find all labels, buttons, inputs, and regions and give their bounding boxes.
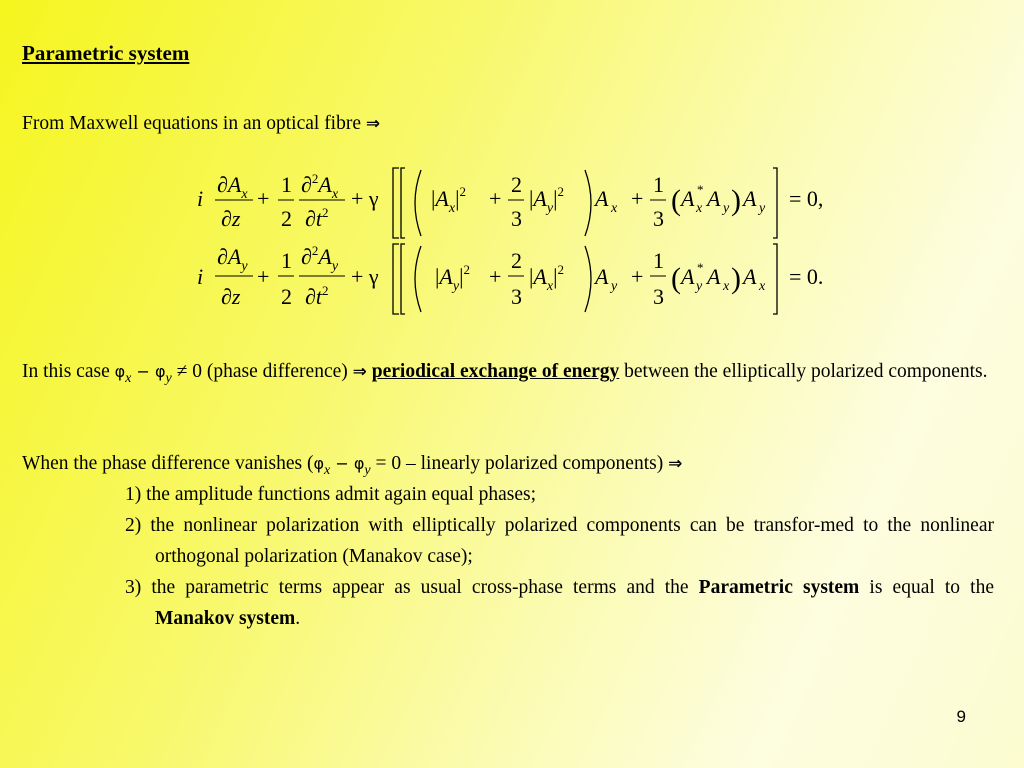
paragraph-phase-difference — [22, 356, 994, 394]
svg-text:∂Ax: $\partial A_x$ — [217, 172, 248, 202]
item3-prefix: 3) the parametric terms appear as usual cross-phase terms and the — [125, 577, 689, 598]
phi-y-symbol-icon: φ — [353, 454, 365, 473]
svg-text:A: A — [595, 186, 609, 211]
svg-text:): ) — [731, 184, 741, 217]
svg-text:y: y — [723, 201, 730, 216]
svg-text:3: 3 — [511, 284, 522, 309]
equation-2-end: = 0. — [789, 264, 824, 289]
coupled-equations — [193, 158, 843, 318]
para2-prefix: When the phase difference vanishes ( — [22, 453, 314, 474]
svg-text:y: y — [759, 201, 766, 216]
svg-text:x: x — [723, 279, 730, 294]
sub-x: x — [324, 463, 331, 478]
equation-2 — [197, 243, 823, 314]
svg-text:+: + — [631, 264, 644, 289]
sub-y: y — [364, 463, 371, 478]
svg-text:|Ax|2: $|A_x|^2$ — [431, 184, 466, 216]
svg-text:|Ay|2: $|A_y|^2$ — [435, 262, 470, 294]
svg-text:+: + — [489, 264, 502, 289]
para1-highlight: periodical exchange of energy — [371, 361, 620, 382]
intro-line — [22, 109, 380, 139]
svg-text:2: 2 — [511, 172, 522, 197]
svg-text:): ) — [731, 262, 741, 295]
equation-1 — [197, 168, 823, 238]
svg-text:A: A — [681, 186, 695, 211]
item3-end: . — [295, 608, 301, 629]
svg-text:3: 3 — [511, 206, 522, 231]
page-number: 9 — [956, 707, 966, 726]
svg-text:∂2Ax: $\partial^2A_x$ — [301, 171, 339, 202]
slide-title: Parametric system — [22, 41, 190, 65]
svg-text:A: A — [743, 264, 757, 289]
svg-text:*: * — [697, 182, 704, 197]
svg-text:∂t2: $\partial t^2$ — [305, 283, 329, 309]
svg-text:A: A — [595, 264, 609, 289]
svg-text:y: y — [696, 279, 703, 294]
svg-text:A: A — [707, 264, 721, 289]
item3-bold-parametric: Parametric system — [698, 577, 860, 598]
svg-text:+: + — [489, 186, 502, 211]
svg-text:|Ay|2: $|A_y|^2$ — [529, 184, 564, 216]
para1-condition: ≠ 0 (phase difference) — [176, 361, 348, 382]
item3-bold-manakov: Manakov system — [155, 608, 296, 629]
svg-text:1: 1 — [653, 248, 664, 273]
phi-x-symbol-icon: φ — [313, 454, 325, 473]
list-item — [125, 572, 994, 634]
svg-text:(: ( — [671, 184, 681, 217]
svg-text:1: 1 — [653, 172, 664, 197]
svg-text:i: i — [197, 186, 204, 211]
list-item: 2) the nonlinear polarization with elliptically polarized components can be transfor-med to the nonlinear orthogonal polarization (Manakov case); — [125, 515, 994, 567]
svg-text:3: 3 — [653, 206, 664, 231]
svg-text:(: ( — [671, 262, 681, 295]
para2-condition: = 0 – linearly polarized components) — [375, 453, 664, 474]
svg-text:x: x — [611, 201, 618, 216]
svg-text:1: 1 — [281, 248, 292, 273]
phi-y-symbol-icon: φ — [154, 362, 166, 381]
svg-text:∂2Ay: $\partial^2A_y$ — [301, 243, 339, 274]
svg-text:x: x — [759, 279, 766, 294]
svg-text:+ γ: + γ — [351, 264, 379, 289]
implies-arrow-icon: ⇒ — [365, 114, 381, 134]
list-item: 1) the amplitude functions admit again equal phases; — [125, 484, 537, 505]
svg-text:i: i — [197, 264, 204, 289]
svg-text:y: y — [611, 279, 618, 294]
svg-text:∂t2: $\partial t^2$ — [305, 205, 329, 231]
phi-x-symbol-icon: φ — [114, 362, 126, 381]
svg-text:∂z: ∂z — [221, 206, 241, 231]
svg-text:A: A — [707, 186, 721, 211]
minus-symbol-icon: − — [330, 454, 354, 473]
svg-text:2: 2 — [511, 248, 522, 273]
item3-middle: is equal to the — [869, 577, 994, 598]
svg-text:*: * — [697, 260, 704, 275]
para1-prefix: In this case — [22, 361, 110, 382]
svg-text:x: x — [696, 201, 703, 216]
svg-text:2: 2 — [281, 206, 292, 231]
svg-text:∂z: ∂z — [221, 284, 241, 309]
svg-text:+: + — [631, 186, 644, 211]
implies-arrow-icon: ⇒ — [352, 362, 367, 382]
consequence-list — [125, 479, 994, 634]
svg-text:+: + — [257, 186, 270, 211]
svg-text:A: A — [681, 264, 695, 289]
svg-text:1: 1 — [281, 172, 292, 197]
svg-text:∂Ay: $\partial A_y$ — [217, 244, 248, 274]
svg-text:2: 2 — [281, 284, 292, 309]
implies-arrow-icon: ⇒ — [668, 454, 683, 474]
sub-x: x — [125, 371, 132, 386]
minus-symbol-icon: − — [131, 362, 155, 381]
intro-text: From Maxwell equations in an optical fibre — [22, 113, 362, 134]
svg-text:+: + — [257, 264, 270, 289]
svg-text:A: A — [743, 186, 757, 211]
equation-1-end: = 0, — [789, 186, 824, 211]
svg-text:3: 3 — [653, 284, 664, 309]
para1-suffix: between the elliptically polarized components. — [624, 361, 988, 382]
svg-text:|Ax|2: $|A_x|^2$ — [529, 262, 564, 294]
sub-y: y — [165, 371, 172, 386]
svg-text:+ γ: + γ — [351, 186, 379, 211]
